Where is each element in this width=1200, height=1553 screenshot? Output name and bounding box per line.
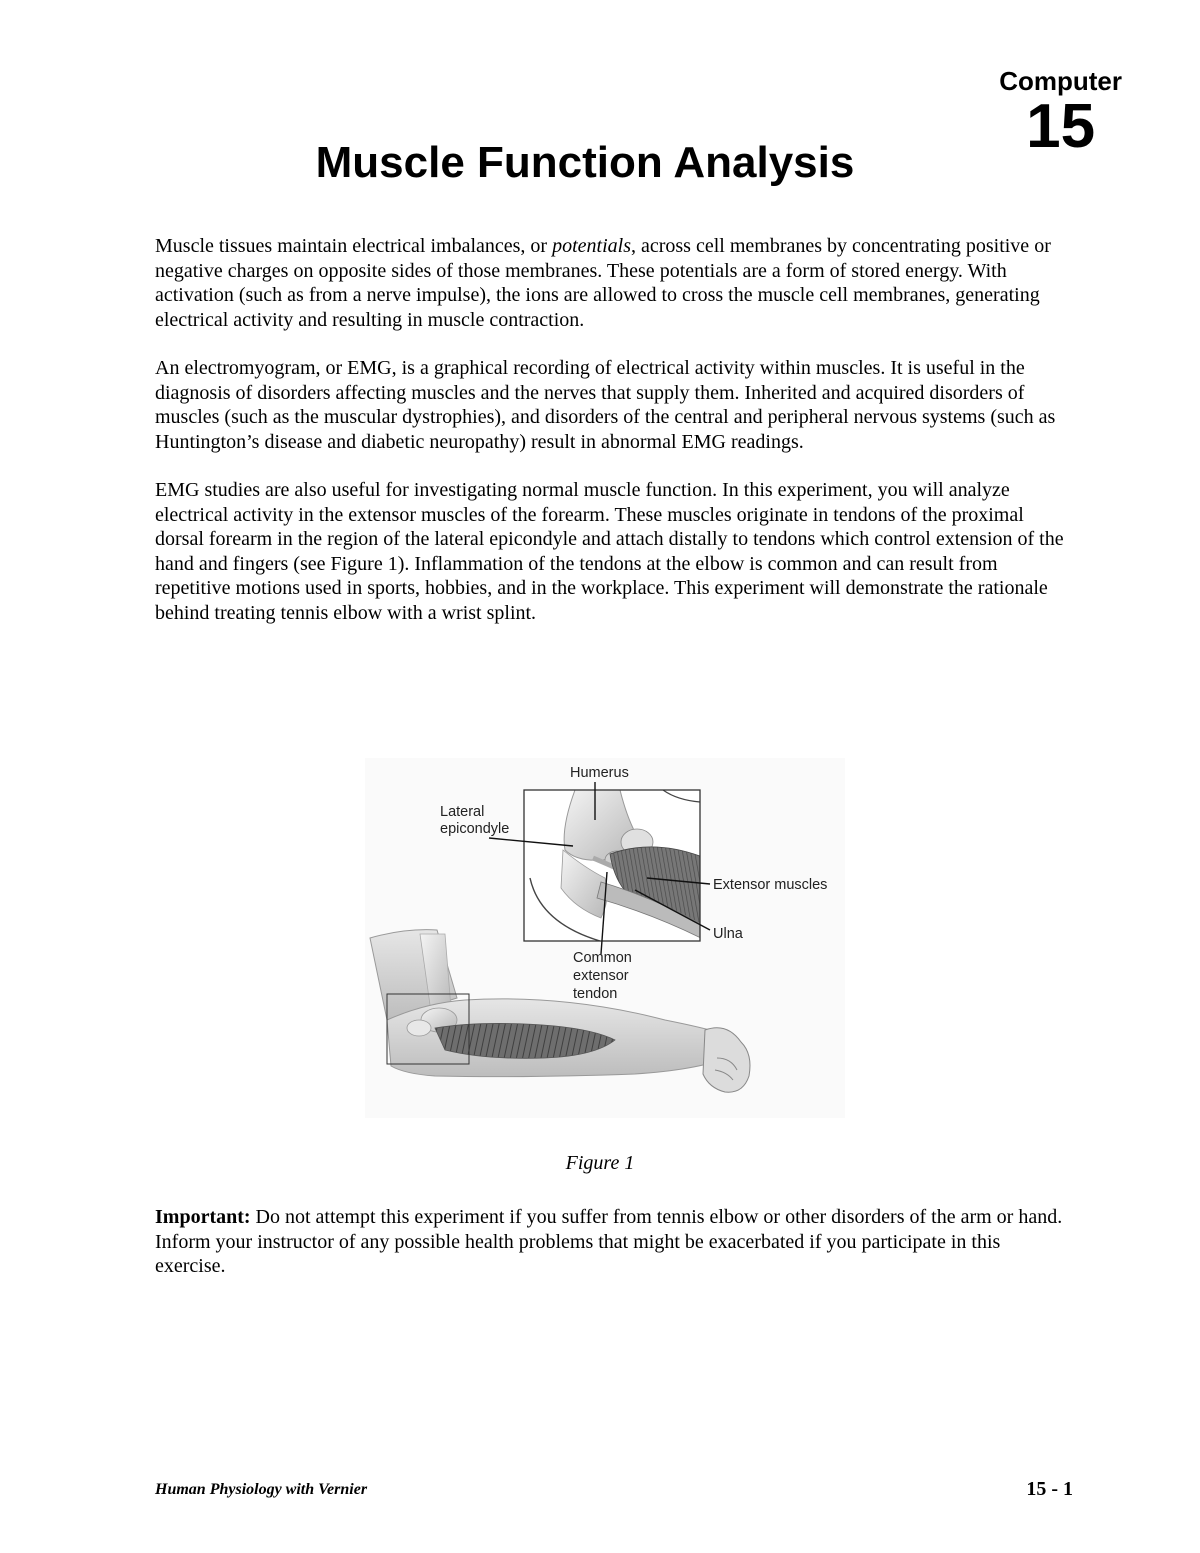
arm-anatomy-figure xyxy=(365,758,845,1118)
label-epicondyle: epicondyle xyxy=(440,821,510,837)
label-common: Common xyxy=(573,950,632,966)
page-title: Muscle Function Analysis xyxy=(315,138,855,187)
label-tendon: tendon xyxy=(573,986,618,1002)
intro-paragraph-3: EMG studies are also useful for investigating normal muscle function. In this experiment, you will analyze electrical activity in the extensor muscles of the forearm. These muscles originate in tendons of the proximal dorsal forearm in the region of the lateral epicondyle and attach distally to tendons which control extension of the hand and fingers (see Figure 1). Inflammation of the tendons at the elbow is common and can result from repetitive motions used in sports, hobbies, and in the workplace. This experiment will demonstrate the rationale behind treating tennis elbow with a wrist splint. xyxy=(155,479,1064,624)
intro-paragraph-1 xyxy=(155,234,1075,332)
important-notice xyxy=(155,1205,1075,1279)
chapter-kind: Computer xyxy=(999,66,1122,96)
elbow-inset xyxy=(524,790,705,941)
label-extensor: extensor xyxy=(573,968,629,984)
label-lateral: Lateral xyxy=(440,804,485,820)
intro-paragraph-2: An electromyogram, or EMG, is a graphical recording of electrical activity within muscles. It is useful in the diagnosis of disorders affecting muscles and the nerves that supply them. Inherited and acquired disorders of muscles (such as the muscular dystrophies), and disorders of the central and peripheral nervous systems (such as Huntington’s disease and diabetic neuropathy) result in abnormal EMG readings. xyxy=(155,357,1056,453)
label-extensor-muscles: Extensor muscles xyxy=(713,877,828,893)
important-text: Do not attempt this experiment if you suffer from tennis elbow or other disorders of the arm or hand. Inform your instructor of any possible health problems that might be exacerbated if you participate in this exercise. xyxy=(155,1206,1063,1277)
figure-caption: Figure 1 xyxy=(565,1152,635,1174)
footer-page-number: 15 - 1 xyxy=(1026,1478,1073,1500)
arm-anatomy-illustration xyxy=(365,758,845,1118)
intro-text xyxy=(155,234,1075,649)
intro-p1-end: , across cell membranes by concentrating positive or negative charges on opposite sides of those membranes. These potentials are a form of stored energy. With activation (such as from a nerve impulse), the ions are allowed to cross the muscle cell membranes, generating electrical activity and resulting in muscle contraction. xyxy=(155,235,1051,331)
footer-book-title: Human Physiology with Vernier xyxy=(155,1481,368,1498)
intro-p1-start: Muscle tissues maintain electrical imbalances, or xyxy=(155,235,553,257)
intro-p1-emphasis: potentials xyxy=(552,235,631,257)
important-label: Important: xyxy=(155,1206,251,1228)
chapter-number: 15 xyxy=(1026,92,1096,161)
label-ulna: Ulna xyxy=(713,926,743,942)
label-humerus: Humerus xyxy=(570,765,629,781)
